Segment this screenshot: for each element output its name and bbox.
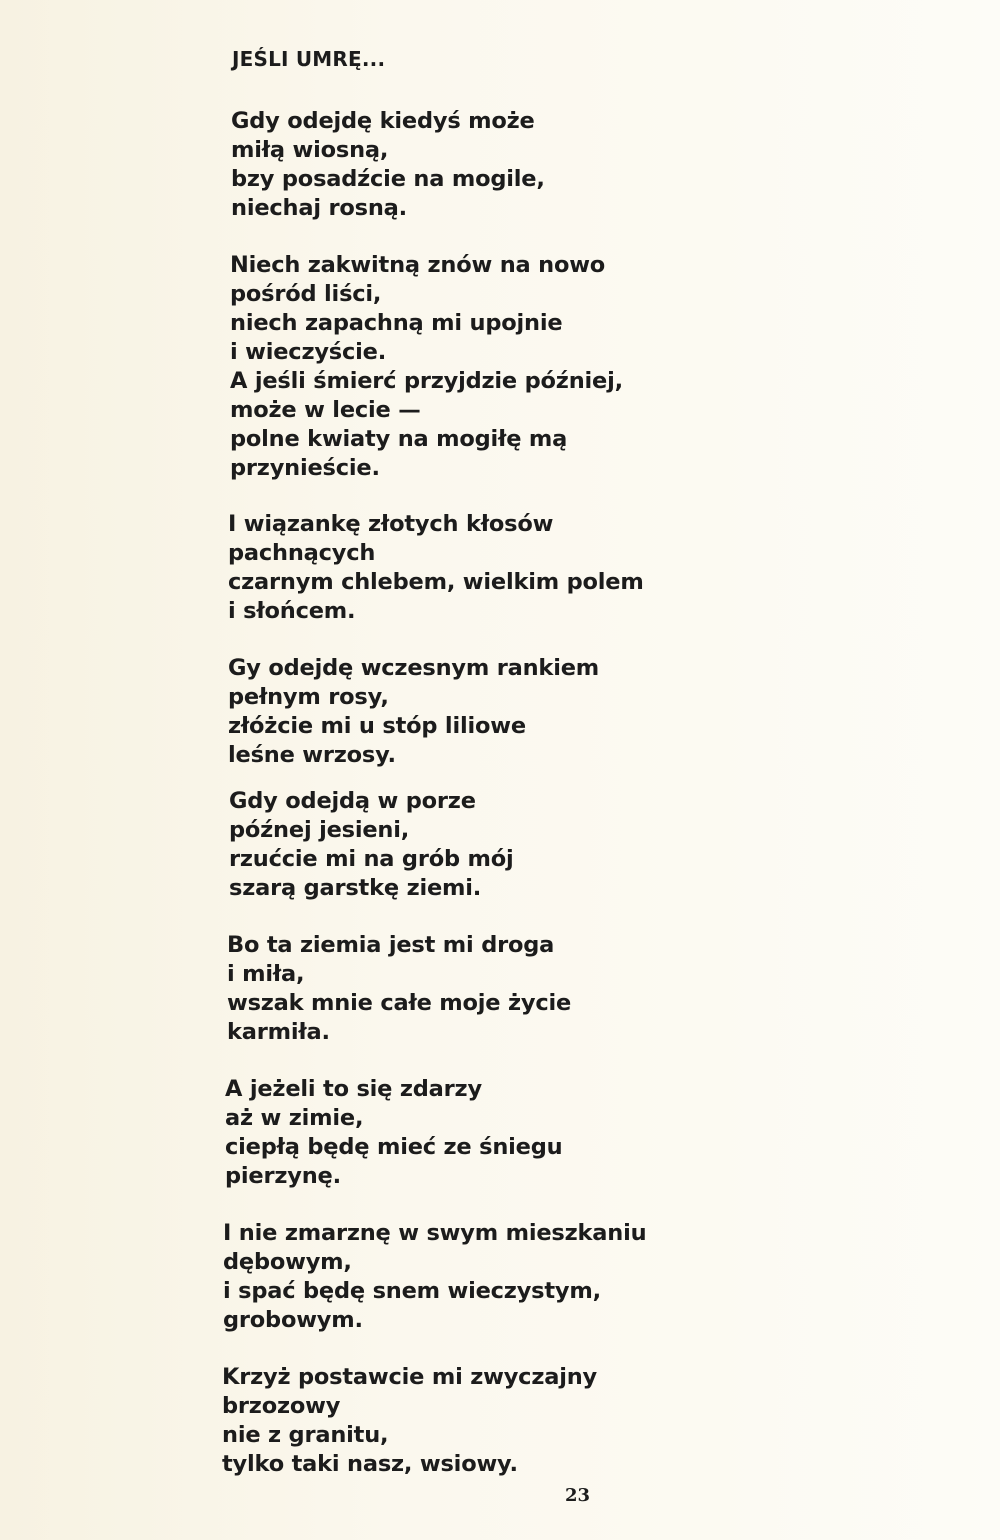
poem-line: Gy odejdę wczesnym rankiem: [228, 655, 600, 681]
poem-line: i spać będę snem wieczystym,: [223, 1278, 601, 1304]
poem-line: wszak mnie całe moje życie: [227, 990, 572, 1016]
page-number: 23: [565, 1485, 591, 1506]
poem-line: I nie zmarznę w swym mieszkaniu: [223, 1220, 647, 1246]
poem-line: A jeśli śmierć przyjdzie później,: [230, 368, 623, 394]
poem-line: dębowym,: [223, 1249, 352, 1275]
poem-line: Bo ta ziemia jest mi droga: [227, 932, 555, 958]
poem-line: tylko taki nasz, wsiowy.: [222, 1451, 518, 1477]
poem-line: brzozowy: [222, 1393, 341, 1419]
poem-line: i miła,: [227, 961, 305, 987]
poem-line: ciepłą będę mieć ze śniegu: [225, 1134, 563, 1160]
poem-line: szarą garstkę ziemi.: [229, 875, 482, 901]
poem-line: nie z granitu,: [222, 1422, 389, 1448]
poem-line: karmiła.: [227, 1019, 330, 1045]
poem-line: pierzynę.: [225, 1163, 341, 1189]
poem-line: Gdy odejdą w porze: [229, 788, 476, 814]
poem-title: JEŚLI UMRĘ...: [232, 47, 386, 71]
poem-line: pełnym rosy,: [228, 684, 389, 710]
poem-line: niech zapachną mi upojnie: [230, 310, 563, 336]
poem-line: Niech zakwitną znów na nowo: [230, 252, 606, 278]
poem-line: miłą wiosną,: [231, 137, 389, 163]
poem-line: przynieście.: [230, 455, 380, 481]
poem-line: bzy posadźcie na mogile,: [231, 166, 545, 192]
poem-line: Krzyż postawcie mi zwyczajny: [222, 1364, 597, 1390]
poem-line: grobowym.: [223, 1307, 363, 1333]
poem-line: późnej jesieni,: [229, 817, 410, 843]
poem-line: niechaj rosną.: [231, 195, 407, 221]
poem-line: I wiązankę złotych kłosów: [228, 511, 554, 537]
poem-line: pośród liści,: [230, 281, 382, 307]
poem-line: i wieczyście.: [230, 339, 387, 365]
poem-line: złóżcie mi u stóp liliowe: [228, 713, 526, 739]
poem-line: rzućcie mi na grób mój: [229, 846, 514, 872]
poem-line: czarnym chlebem, wielkim polem: [228, 569, 644, 595]
poem-line: A jeżeli to się zdarzy: [225, 1076, 482, 1102]
poem-line: polne kwiaty na mogiłę mą: [230, 426, 568, 452]
poem-line: leśne wrzosy.: [228, 742, 396, 768]
poem-line: pachnących: [228, 540, 376, 566]
poem-line: może w lecie —: [230, 397, 421, 423]
poem-line: aż w zimie,: [225, 1105, 364, 1131]
poem-line: Gdy odejdę kiedyś może: [231, 108, 535, 134]
poem-line: i słońcem.: [228, 598, 356, 624]
